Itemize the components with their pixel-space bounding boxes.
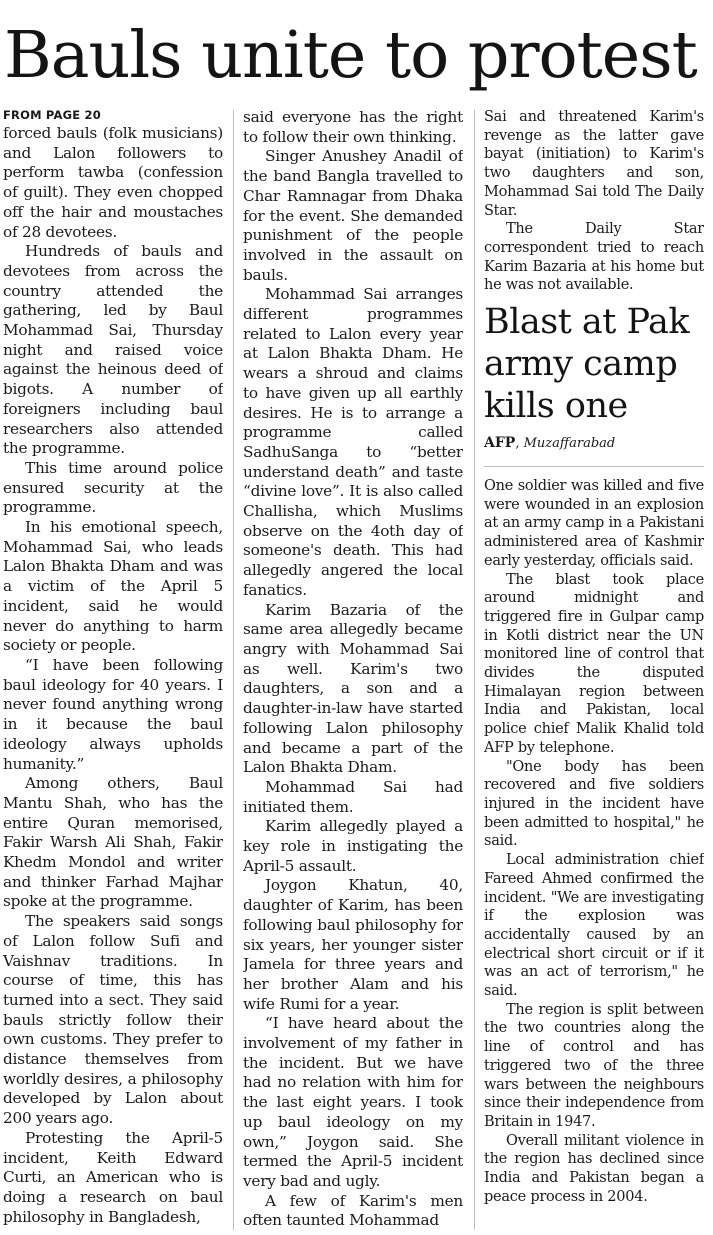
story-paragraph: A few of Karim's men often taunted Mohammad [243,1191,463,1230]
continued-from-label: FROM PAGE 20 [3,108,101,122]
story-paragraph: The blast took place around midnight and triggered fire in Gulpar camp in Kotli district near the UN monitored line of control that divides the disputed Himalayan region between India and Pakistan, local police chief Malik Khalid told AFP by telephone. [484,571,704,756]
story-paragraph: The speakers said songs of Lalon follow Sufi and Vaishnav traditions. In course of time, this has turned into a sect. They said bauls strictly follow their own customs. They prefer to distance themselves from worldly desires, a philosophy developed by Lalon about 200 years ago. [3,912,223,1128]
story-paragraph: The region is split between the two countries along the line of control and has triggered two of the three wars between the neighbours since their independence from Britain in 1947. [484,1001,704,1130]
story-paragraph: Karim allegedly played a key role in instigating the April-5 assault. [243,817,463,875]
story-paragraph: The Daily Star correspondent tried to reach Karim Bazaria at his home but he was not available. [484,221,704,294]
story-paragraph: said everyone has the right to follow their own thinking. [243,108,463,146]
byline: AFP, Muzaffarabad [484,435,704,467]
story-paragraph: Hundreds of bauls and devotees from across the country attended the gathering, led by Baul Mohammad Sai, Thursday night and raised voice against the heinous deed of bigots. A number of foreigners including baul researchers also attended the programme. [3,242,223,458]
story-paragraph: Overall militant violence in the region has declined since India and Pakistan began a peace process in 2004. [484,1132,704,1205]
story-paragraph: One soldier was killed and five were wounded in an explosion at an army camp in a Pakistani administered area of Kashmir early yesterday, officials said. [484,478,704,569]
story-paragraph: Joygon Khatun, 40, daughter of Karim, has been following baul philosophy for six years, her younger sister Jamela for three years and her brother Alam and his wife Rumi for a year. [243,876,463,1013]
column-3 [484,108,704,1233]
story-paragraph: In his emotional speech, Mohammad Sai, who leads Lalon Bhakta Dham and was a victim of the April 5 incident, said he would never do anything to harm society or people. [3,518,223,655]
story-paragraph: “I have been following baul ideology for 40 years. I never found anything wrong in it because the baul ideology always upholds humanity.” [3,655,223,773]
story-paragraph: Protesting the April-5 incident, Keith Edward Curti, an American who is doing a research on baul philosophy in Bangladesh, [3,1128,223,1226]
story-paragraph: Singer Anushey Anadil of the band Bangla travelled to Char Ramnagar from Dhaka for the event. She demanded punishment of the people involved in the assault on bauls. [243,147,463,284]
story-paragraph: “I have heard about the involvement of my father in the incident. But we have had no relation with him for the last eight years. I took up baul ideology on my own,” Joygon said. She termed the April-5 incident very bad and ugly. [243,1014,463,1190]
second-story-headline: Blast at Pak army camp kills one [484,302,690,427]
story-paragraph: forced bauls (folk musicians) and Lalon followers to perform tawba (confession of guilt). They even chopped off the hair and moustaches of 28 devotees. [3,124,223,241]
column-1 [3,108,223,1233]
story-paragraph: This time around police ensured security at the programme. [3,458,223,517]
story-paragraph: Among others, Baul Mantu Shah, who has the entire Quran memorised, Fakir Warsh Ali Shah, Fakir Khedm Mondol and writer and thinker Farhad Majhar spoke at the programme. [3,774,223,911]
story-paragraph: Local administration chief Fareed Ahmed confirmed the incident. "We are investigating if the explosion was accidentally caused by an electrical short circuit or if it was an act of terrorism," he said. [484,852,704,1000]
column-rule [474,110,475,1230]
byline-dateline: Muzaffarabad [523,436,616,452]
column-2 [243,108,463,1233]
byline-agency: AFP [484,435,516,452]
story-paragraph: Karim Bazaria of the same area allegedly became angry with Mohammad Sai as well. Karim's two daughters, a son and a daughter-in-law have started following Lalon philosophy and became a part of the Lalon Bhakta Dham. [243,600,463,777]
story-paragraph: "One body has been recovered and five soldiers injured in the incident have been admitted to hospital," he said. [484,758,704,850]
story-paragraph: Sai and threatened Karim's revenge as the latter gave bayat (initiation) to Karim's two daughters and son, Mohammad Sai told The Daily Star. [484,109,704,219]
story-paragraph: Mohammad Sai had initiated them. [243,777,463,816]
main-headline: Bauls unite to protest [4,18,697,93]
story-paragraph: Mohammad Sai arranges different programmes related to Lalon every year at Lalon Bhakta Dham. He wears a shroud and claims to have given up all earthly desires. He is to arrange a programme called SadhuSanga to “better understand death” and taste “divine love”. It is also called Challisha, which Muslims observe on the 4oth day of someone's death. This had allegedly angered the local fanatics. [243,285,463,599]
column-rule [233,110,234,1230]
